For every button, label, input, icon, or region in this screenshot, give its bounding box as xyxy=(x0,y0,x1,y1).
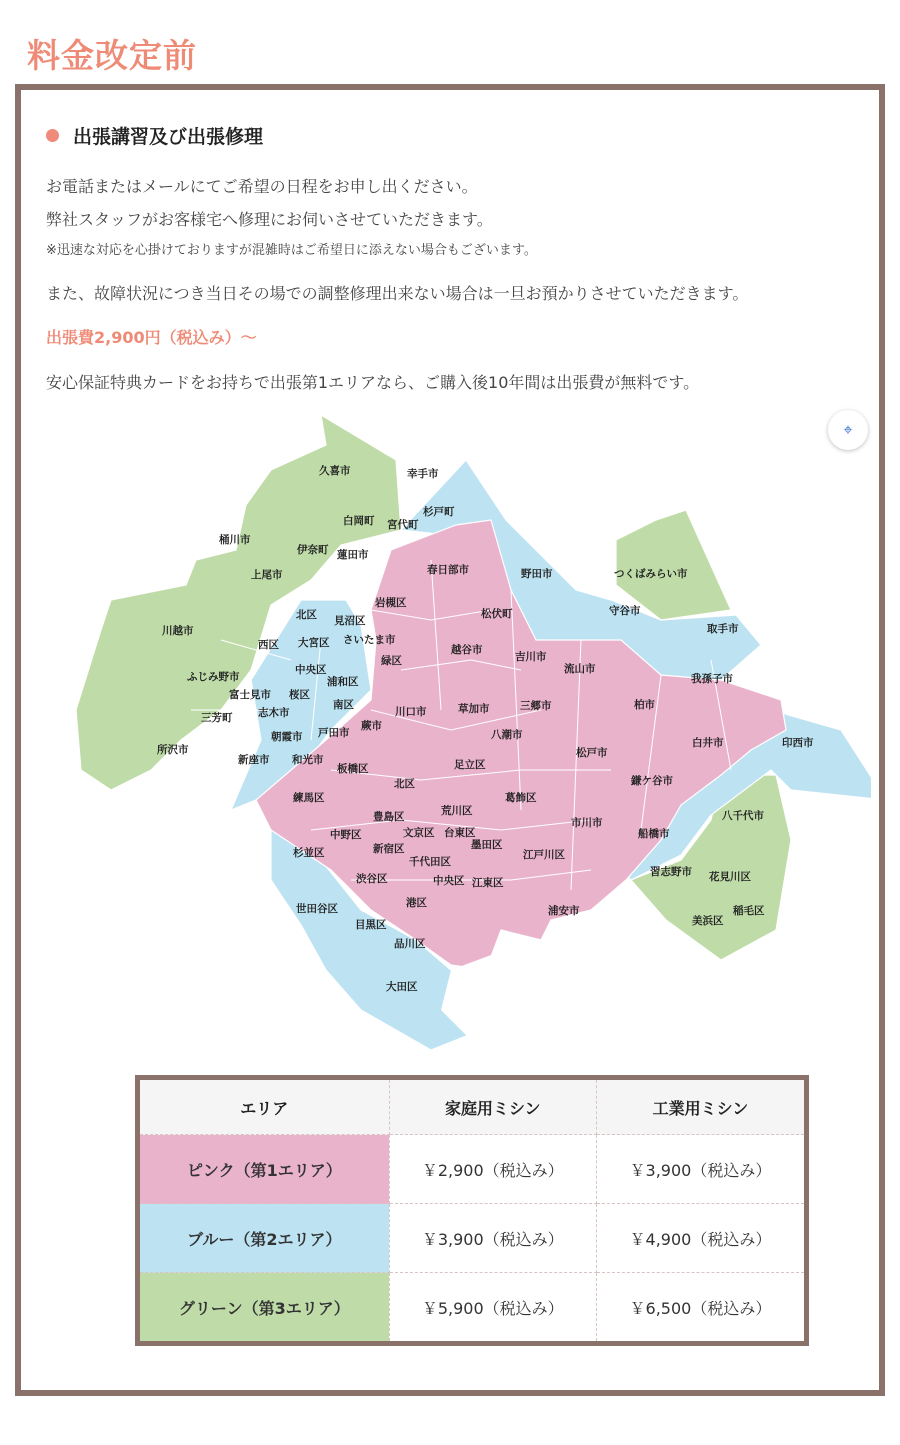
label-minuma: 見沼区 xyxy=(334,615,366,627)
label-suginami: 杉並区 xyxy=(293,847,325,859)
label-niiza: 新座市 xyxy=(238,754,270,766)
label-toride: 取手市 xyxy=(707,623,739,635)
label-matsudo: 松戸市 xyxy=(576,747,608,759)
green-zone-east xyxy=(616,510,731,620)
home-price-cell: ￥5,900（税込み） xyxy=(389,1273,596,1344)
industrial-price-cell: ￥6,500（税込み） xyxy=(596,1273,806,1344)
label-inzai: 印西市 xyxy=(782,737,814,749)
label-toshima: 豊島区 xyxy=(373,811,405,823)
page-title: 料金改定前 xyxy=(27,36,197,75)
label-miyashiro: 宮代町 xyxy=(387,519,419,531)
header-home: 家庭用ミシン xyxy=(389,1078,596,1135)
label-shiroi: 白井市 xyxy=(692,737,724,749)
price-table-header xyxy=(138,1078,807,1135)
label-arakawa: 荒川区 xyxy=(441,805,473,817)
label-funabashi: 船橋市 xyxy=(638,828,670,840)
intro-line-2: 弊社スタッフがお客様宅へ修理にお伺いさせていただきます。 xyxy=(46,210,493,229)
label-kashiwa: 柏市 xyxy=(634,699,655,711)
label-moriya: 守谷市 xyxy=(609,605,641,617)
label-ina: 伊奈町 xyxy=(297,544,329,556)
label-mihama: 美浜区 xyxy=(692,915,724,927)
section-heading xyxy=(46,122,263,149)
label-shinagawa: 品川区 xyxy=(394,938,426,950)
label-yashio: 八潮市 xyxy=(491,729,523,741)
table-row xyxy=(138,1204,807,1273)
label-chiyoda: 千代田区 xyxy=(409,856,451,868)
intro-line-3: また、故障状況につき当日その場での調整修理出来ない場合は一旦お預かりさせていただきます。 xyxy=(46,284,749,303)
area-pink-cell: ピンク（第1エリア） xyxy=(138,1135,390,1204)
label-taito: 台東区 xyxy=(444,827,476,839)
label-chuo-tokyo: 中央区 xyxy=(433,875,465,887)
label-fujimino: ふじみ野市 xyxy=(187,671,240,683)
label-asaka: 朝霞市 xyxy=(271,731,303,743)
label-kawaguchi: 川口市 xyxy=(395,706,427,718)
bullet-dot-icon xyxy=(46,129,59,142)
label-bunkyo: 文京区 xyxy=(403,827,435,839)
label-nishi: 西区 xyxy=(258,639,279,651)
intro-line-4: 安心保証特典カードをお持ちで出張第1エリアなら、ご購入後10年間は出張費が無料です。 xyxy=(46,373,700,392)
label-noda: 野田市 xyxy=(521,568,553,580)
label-koto: 江東区 xyxy=(472,877,504,889)
label-ota: 大田区 xyxy=(386,981,418,993)
label-narashino: 習志野市 xyxy=(650,866,692,878)
home-price-cell: ￥3,900（税込み） xyxy=(389,1204,596,1273)
label-shiki: 志木市 xyxy=(258,707,290,719)
label-tokorozawa: 所沢市 xyxy=(157,744,189,756)
intro-line-1: お電話またはメールにてご希望の日程をお申し出ください。 xyxy=(46,177,478,196)
label-matsubushi: 松伏町 xyxy=(481,608,513,620)
industrial-price-cell: ￥3,900（税込み） xyxy=(596,1135,806,1204)
label-kasukabe: 春日部市 xyxy=(427,564,469,576)
label-meguro: 目黒区 xyxy=(355,919,387,931)
industrial-price-cell: ￥4,900（税込み） xyxy=(596,1204,806,1273)
label-ageo: 上尾市 xyxy=(251,569,283,581)
label-hanamigawa: 花見川区 xyxy=(709,871,751,883)
label-minato: 港区 xyxy=(406,897,427,909)
area-green-cell: グリーン（第3エリア） xyxy=(138,1273,390,1344)
label-kita-tokyo: 北区 xyxy=(394,778,415,790)
home-price-cell: ￥2,900（税込み） xyxy=(389,1135,596,1204)
label-shibuya: 渋谷区 xyxy=(356,873,388,885)
image-scan-button[interactable] xyxy=(828,410,868,450)
label-kamagaya: 鎌ケ谷市 xyxy=(631,775,673,787)
label-kuki: 久喜市 xyxy=(319,465,351,477)
label-chuo-saitama: 中央区 xyxy=(295,664,327,676)
content-frame xyxy=(15,84,885,1396)
label-omiya: 大宮区 xyxy=(298,637,330,649)
label-edogawa: 江戸川区 xyxy=(523,849,565,861)
table-row xyxy=(138,1273,807,1344)
intro-note: ※迅速な対応を心掛けておりますが混雑時はご希望日に添えない場合もございます。 xyxy=(46,243,537,258)
label-koshigaya: 越谷市 xyxy=(451,644,483,656)
section-heading-text: 出張講習及び出張修理 xyxy=(73,126,264,148)
label-inage: 稲毛区 xyxy=(733,905,765,917)
label-satte: 幸手市 xyxy=(407,468,439,480)
label-itabashi: 板橋区 xyxy=(337,763,369,775)
label-sugito: 杉戸町 xyxy=(423,506,455,518)
label-abiko: 我孫子市 xyxy=(691,673,733,685)
label-sumida: 墨田区 xyxy=(471,839,503,851)
scan-icon: ⌖ xyxy=(843,420,853,439)
label-nagareyama: 流山市 xyxy=(564,663,596,675)
label-warabi: 蕨市 xyxy=(361,720,382,732)
label-sakura: 桜区 xyxy=(289,689,310,701)
label-kita-saitama: 北区 xyxy=(296,609,317,621)
label-urawa: 浦和区 xyxy=(327,676,359,688)
price-table xyxy=(135,1075,809,1346)
label-fujimi: 富士見市 xyxy=(229,689,271,701)
label-shinjuku: 新宿区 xyxy=(373,843,405,855)
label-minami: 南区 xyxy=(333,699,354,711)
label-midori: 緑区 xyxy=(381,655,402,667)
area-blue-cell: ブルー（第2エリア） xyxy=(138,1204,390,1273)
label-ichikawa: 市川市 xyxy=(571,817,603,829)
label-yoshikawa: 吉川市 xyxy=(515,651,547,663)
label-nakano: 中野区 xyxy=(330,829,362,841)
header-area: エリア xyxy=(138,1078,390,1135)
label-okegawa: 桶川市 xyxy=(219,534,251,546)
table-row xyxy=(138,1135,807,1204)
label-misato: 三郷市 xyxy=(520,700,552,712)
label-miyoshi: 三芳町 xyxy=(201,712,233,724)
label-setagaya: 世田谷区 xyxy=(296,903,338,915)
area-map-svg xyxy=(71,410,871,1050)
label-hasuda: 蓮田市 xyxy=(337,549,369,561)
label-tsukubamirai: つくばみらい市 xyxy=(614,568,688,580)
label-katsushika: 葛飾区 xyxy=(505,792,537,804)
label-urayasu: 浦安市 xyxy=(548,905,580,917)
label-adachi: 足立区 xyxy=(454,759,486,771)
label-yachiyo: 八千代市 xyxy=(722,810,764,822)
label-saitama: さいたま市 xyxy=(343,634,396,646)
label-iwatsuki: 岩槻区 xyxy=(375,597,407,609)
label-soka: 草加市 xyxy=(458,703,490,715)
label-kawagoe: 川越市 xyxy=(162,625,194,637)
label-nerima: 練馬区 xyxy=(293,792,325,804)
label-shiraoka: 白岡町 xyxy=(343,515,375,527)
label-toda: 戸田市 xyxy=(318,727,350,739)
label-wako: 和光市 xyxy=(292,754,324,766)
service-area-map xyxy=(71,410,871,1050)
header-industrial: 工業用ミシン xyxy=(596,1078,806,1135)
fee-text: 出張費2,900円（税込み）～ xyxy=(46,328,257,347)
